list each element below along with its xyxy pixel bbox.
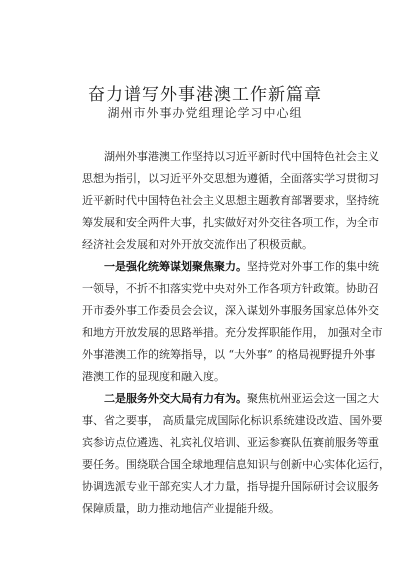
paragraph-2-line-2: 一领导，不折不扣落实党中央对外工作各项方针政策。协助召: [82, 282, 379, 295]
paragraph-3-line-6: 保障质量，助力推动地信产业提能升级。: [82, 502, 280, 515]
document-author: 湖州市外事办党组理论学习中心组: [107, 106, 303, 120]
paragraph-2-line-5: 外事港澳工作的统筹指导，以 “大外事” 的格局视野提升外事: [82, 348, 376, 361]
paragraph-3-line-3: 宾参访点位遴选、礼宾礼仪培训、亚运参赛队伍赛前服务等重: [82, 436, 379, 449]
paragraph-3-line-4: 要任务。围绕联合国全球地理信息知识与创新中心实体化运行，: [82, 458, 390, 471]
paragraph-1-line-5: 经济社会发展和对外开放交流作出了积极贡献。: [82, 238, 313, 251]
document-body: [82, 146, 390, 520]
paragraph-1-line-2: 思想为指引，以习近平外交思想为遵循，全面落实学习贯彻习: [82, 172, 379, 185]
paragraph-3-line-2: 事、省之要事， 高质量完成国际化标识系统建设改造、国外要: [82, 414, 383, 427]
paragraph-2-line-1: [82, 256, 379, 278]
document-title: 奋力谱写外事港澳工作新篇章: [88, 85, 322, 105]
paragraph-1-line-3: 近平新时代中国特色社会主义思想主题教育部署要求，坚持统: [82, 194, 379, 207]
paragraph-3-line-5: 协调选派专业干部充实人才力量，指导提升国际研讨会议服务: [82, 480, 379, 493]
paragraph-3-heading: 二是服务外交大局有力有为。: [104, 392, 247, 405]
paragraph-2-line-4: 和地方开放发展的思路举措。充分发挥职能作用， 加强对全市: [82, 326, 383, 339]
paragraph-1-line-4: 筹发展和安全两件大事，扎实做好对外交往各项工作，为全市: [82, 216, 379, 229]
paragraph-2-heading: 一是强化统筹谋划聚焦聚力。: [104, 260, 247, 273]
paragraph-1-line-1: 湖州外事港澳工作坚持以习近平新时代中国特色社会主义: [104, 150, 379, 163]
paragraph-2-line-3: 开市委外事工作委员会会议，深入谋划外事服务国家总体外交: [82, 304, 379, 317]
paragraph-2-first-line-rest: 坚持党对外事工作的集中统: [247, 260, 379, 273]
paragraph-3-first-line-rest: 聚焦杭州亚运会这一国之大: [247, 392, 379, 405]
paragraph-3-line-1: [82, 388, 379, 410]
paragraph-2-line-6: 港澳工作的显现度和融入度。: [82, 370, 225, 383]
